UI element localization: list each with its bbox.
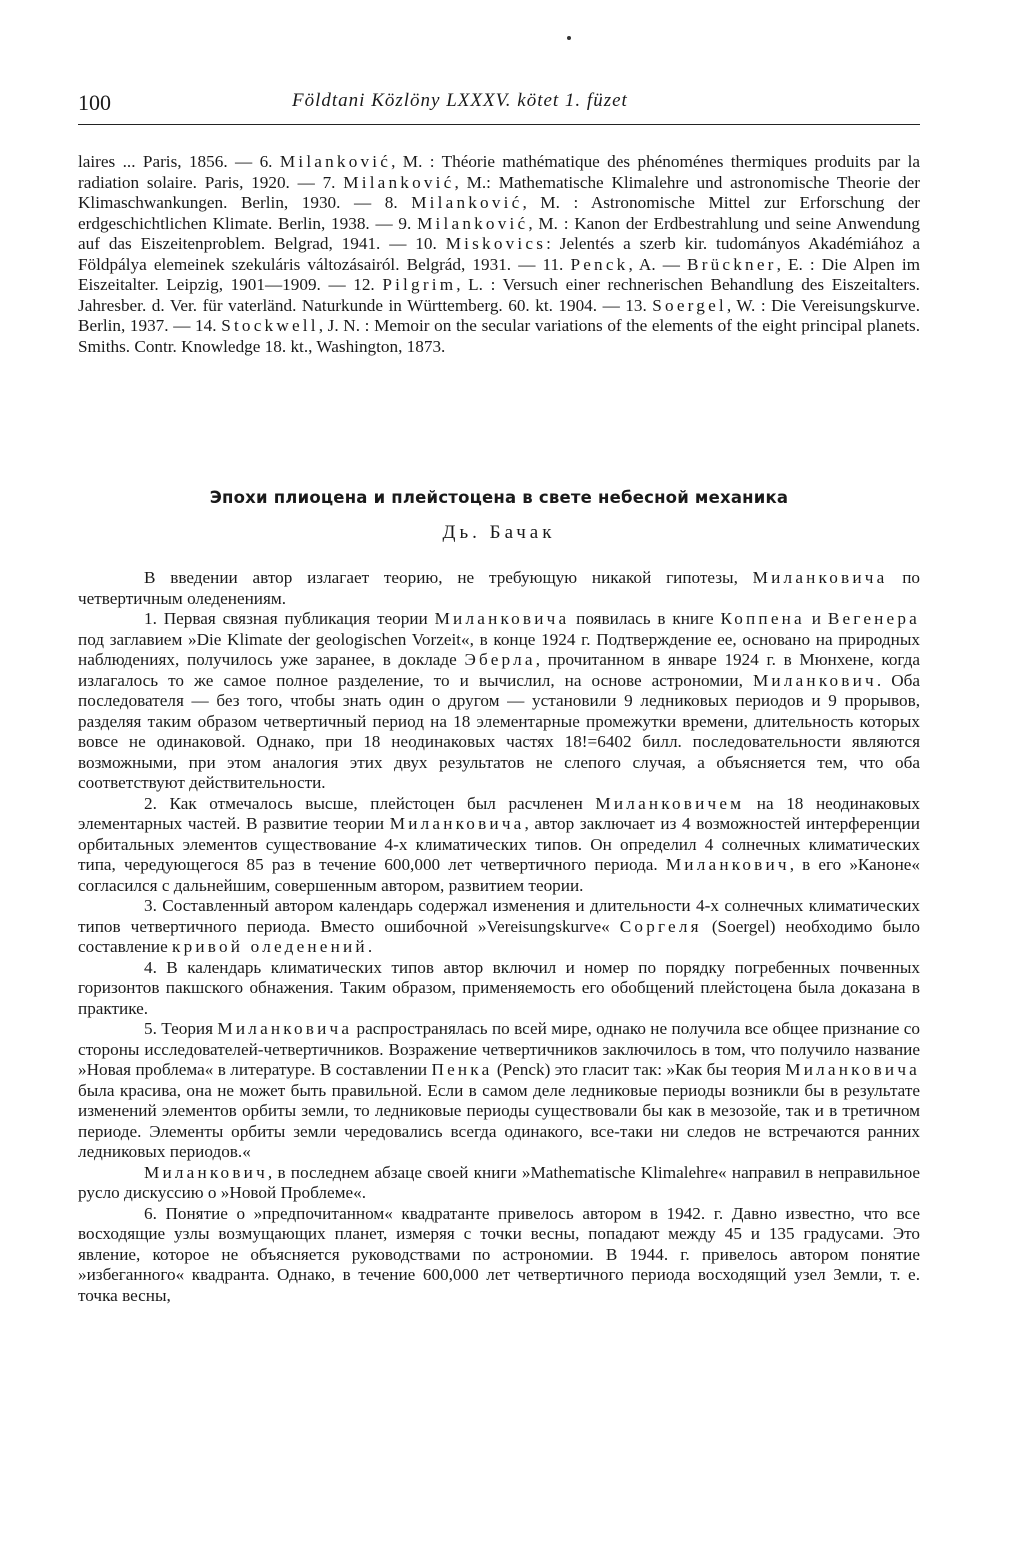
emphasized-name: Миланковича: [785, 1060, 920, 1079]
emphasized-name: Миланкович: [665, 855, 790, 874]
reference-text: , E. : Die Alpen im Eiszeitalter. Leipzig, 1901—1909. — 12.: [78, 254, 920, 294]
paragraph-text: .: [367, 937, 373, 956]
reference-author: Soergel: [652, 295, 727, 315]
paragraph-text: была красива, она не может быть правильной. Если в самом деле ледниковые периоды возникли бы в результате изменений элементов орбиты земли, то ледниковые периоды существовали бы как в мезозойе, так и в третичном периоде. Элементы орбиты земли чередовались всегда одинакого, все-таки ни следов не встречаются ранних ледниковых периодов.«: [78, 1080, 920, 1161]
article-author: Дь. Бачак: [442, 522, 556, 543]
reference-author: Milanković: [343, 172, 455, 192]
reference-text: , M.: Mathematische Klimalehre und astronomische Theorie der Klimaschwankungen. Berlin, 1930. — 8.: [78, 172, 920, 212]
paragraph-text: 3. Составленный автором календарь содержал изменения и длительности 4-х солнечных климатических типов четвертичного периода. Вместо ошибочной »Vereisungskurve«: [78, 896, 920, 936]
paragraph-text: по четвертичным оледенениям.: [78, 568, 920, 608]
emphasized-name: Пенка: [431, 1060, 493, 1079]
paragraph-text: 1. Первая связная публикация теории: [144, 609, 435, 628]
body-paragraph: [78, 1204, 920, 1307]
running-header: [78, 84, 920, 125]
paragraph-text: (Soergel) необходимо было составление: [78, 916, 921, 956]
emphasized-name: Коппена: [720, 609, 805, 628]
print-speck: [567, 36, 571, 40]
article-title: Эпохи плиоцена и плейстоцена в свете небесной механика: [209, 488, 789, 507]
reference-text: : Jelentés a szerb kir. tudományos Akadémiához a Földpálya elemeinek szekuláris változásairól. Belgrád, 1931. — 11.: [78, 234, 920, 274]
reference-text: , W. : Die Vereisungskurve. Berlin, 1937. — 14.: [78, 295, 920, 335]
emphasized-name: Миланкович: [752, 670, 877, 690]
body-paragraph: [78, 568, 920, 609]
reference-text: , M. : Kanon der Erdbestrahlung und seine Anwendung auf das Eiszeitenproblem. Belgrad, 1941. — 10.: [78, 213, 920, 253]
reference-author: Stockwell: [221, 316, 319, 335]
page-number: 100: [78, 90, 111, 115]
paragraph-text: распространялась по всей мире, однако не получила все общее признание со стороны исследователей-четвертичников. Возражение четвертичников заключилось в том, что получило название »Новая проблема« в литературе. В составлении: [78, 1019, 920, 1079]
emphasized-name: Вегенера: [827, 609, 921, 628]
emphasized-name: Миланкович: [144, 1162, 268, 1182]
emphasized-name: Соргеля: [619, 916, 702, 936]
paragraph-text: . Оба последователя — без того, чтобы знать один о другом — установили 9 ледниковых периодов и 9 прорывов, разделяя таким образом четвертичный период на 18 элементарные промежутки времени, длительность которых вовсе не одинаковой. Однако, при 18 неодинаковых частях 18!=6402 билл. последовательности являются возможными, при этом аналогия этих двух результатов не слепого случая, а объясняется тем, что оба соответствуют действительности.: [78, 670, 920, 792]
reference-author: Pilgrim: [382, 275, 457, 294]
reference-text: , M. : Théorie mathématique des phénoménes thermiques produits par la radiation solaire. Paris, 1920. — 7.: [78, 152, 920, 192]
paragraph-text: , прочитанном в январе 1924 г. в Мюнхене, когда излагалось то же самое полное разделение, то и вычислил, на основе астрономии,: [78, 650, 920, 690]
reference-list: [78, 152, 920, 357]
paragraph-text: 4. В календарь климатических типов автор включил и номер по порядку погребенных почвенных горизонтов пакшского обнажения. Таким образом, применяемость его обобщений плейстоцена была доказана в практике.: [78, 957, 920, 1018]
emphasized-name: Миланковича: [389, 814, 525, 833]
reference-author: Milanković: [279, 152, 392, 171]
paragraph-text: , в последнем абзаце своей книги »Mathematische Klimalehre« направил в неправильное русло дискуссию о »Новой Проблеме«.: [78, 1162, 920, 1202]
reference-author: Milanković: [417, 213, 529, 233]
journal-title: Földtani Közlöny LXXXV. kötet 1. füzet: [292, 90, 628, 111]
reference-text: laires ... Paris, 1856. — 6.: [78, 152, 280, 171]
body-paragraph: [78, 1019, 920, 1163]
article-body: [78, 568, 920, 1306]
paragraph-text: 5. Теория: [144, 1019, 218, 1038]
body-paragraph: [78, 609, 920, 794]
emphasized-name: кривой оледенений: [172, 937, 368, 956]
reference-text: , L. : Versuch einer rechnerischen Behandlung des Eiszeitalters. Jahresber. d. Ver. für vaterländ. Naturkunde in Württemberg. 60. kt. 1904. — 13.: [78, 275, 920, 315]
paragraph-text: , автор заключает из 4 возможностей интерференции орбитальных элементов существование 4-х климатических типов. Он определил 4 солнечных климатических типа, чередующегося 85 раз в течение 600,000 лет четвертичного периода.: [78, 814, 920, 874]
paragraph-text: В введении автор излагает теорию, не требующую никакой гипотезы,: [144, 568, 753, 587]
body-paragraph: [78, 958, 920, 1020]
paragraph-text: и: [804, 609, 828, 628]
reference-author: Penck: [570, 254, 629, 274]
paragraph-text: появилась в книге: [569, 609, 721, 628]
emphasized-name: Эберла: [464, 650, 536, 669]
paragraph-text: , в его »Каноне« согласился с дальнейшим, совершенным автором, развитием теории.: [78, 855, 920, 895]
reference-text: , A. —: [628, 254, 688, 274]
body-paragraph: [78, 1163, 920, 1204]
emphasized-name: Миланковича: [217, 1019, 353, 1038]
emphasized-name: Миланковича: [752, 568, 888, 587]
paragraph-text: под заглавием »Die Klimate der geologischen Vorzeit«, в конце 1924 г. Подтверждение ее, основано на природных наблюдениях, получилось уже заранее, в докладе: [78, 629, 920, 669]
paragraph-text: на 18 неодинаковых элементарных частей. В развитие теории: [78, 793, 920, 833]
paragraph-text: 6. Понятие о »предпочитанном« квадратанте привелось автором в 1942. г. Давно известно, что все восходящие узлы возмущающих планет, измеряя с точки весны, попадают между 45 и 135 градусами. Это явление, которое не объясняется руководствами по астрономии. В 1944. г. привелось автором понятие »избеганного« квадранта. Однако, в течение 600,000 лет четвертичного периода восходящий узел Земли, т. е. точка весны,: [78, 1203, 920, 1305]
reference-text: , M. : Astronomische Mittel zur Erforschung der erdgeschichtlichen Klimate. Berlin, 1938. — 9.: [78, 193, 920, 233]
reference-author: Miskovics: [445, 234, 547, 253]
reference-author: Milanković: [411, 193, 523, 212]
emphasized-name: Миланковича: [434, 609, 570, 628]
body-paragraph: [78, 896, 920, 958]
paragraph-text: (Penck) это гласит так: »Как бы теория: [492, 1060, 786, 1079]
reference-author: Brückner: [687, 254, 777, 274]
reference-text: , J. N. : Memoir on the secular variations of the elements of the eight principal planets. Smiths. Contr. Knowledge 18. kt., Washington, 1873.: [78, 316, 920, 356]
paragraph-text: 2. Как отмечалось высше, плейстоцен был расчленен: [144, 793, 596, 813]
body-paragraph: [78, 794, 920, 897]
emphasized-name: Миланковичем: [595, 793, 745, 813]
